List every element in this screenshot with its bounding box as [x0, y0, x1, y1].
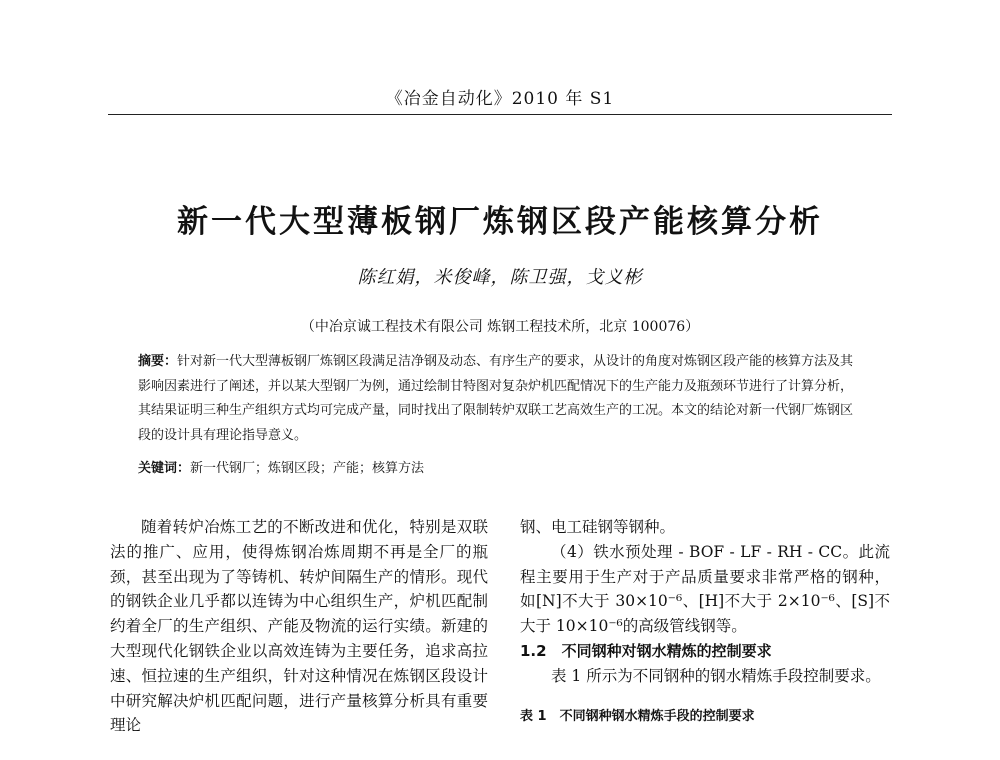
body-paragraph: 随着转炉冶炼工艺的不断改进和优化，特别是双联法的推广、应用，使得炼钢冶炼周期不再是全厂的瓶颈，甚至出现为了等铸机、转炉间隔生产的情形。现代的钢铁企业几乎都以连铸为中心组织生产，炉机匹配制约着全厂的生产组织、产能及物流的运行实绩。新建的大型现代化钢铁企业以高效连铸为主要任务，追求高拉速、恒拉速的生产组织，针对这种情况在炼钢区段设计中研究解决炉机匹配问题，进行产量核算分析具有重要理论 — [110, 518, 488, 735]
keywords-label: 关键词： — [138, 461, 191, 476]
abstract-label: 摘要： — [138, 354, 178, 369]
keywords-text: 新一代钢厂；炼钢区段；产能；核算方法 — [190, 461, 425, 476]
table-caption: 表 1 不同钢种钢水精炼手段的控制要求 — [520, 708, 755, 724]
paper-authors: 陈红娟，米俊峰，陈卫强，戈义彬 — [357, 267, 643, 288]
abstract-text: 针对新一代大型薄板钢厂炼钢区段满足洁净钢及动态、有序生产的要求，从设计的角度对炼钢区段产能的核算方法及其影响因素进行了阐述，并以某大型钢厂为例，通过绘制甘特图对复杂炉机匹配情况下的生产能力及瓶颈环节进行了计算分析，其结果证明三种生产组织方式均可完成产量，同时找出了限制转炉双联工艺高效生产的工况。本文的结论对新一代钢厂炼钢区段的设计具有理论指导意义。 — [138, 354, 854, 443]
body-paragraph: 表 1 所示为不同钢种的钢水精炼手段控制要求。 — [551, 666, 881, 685]
paper-title: 新一代大型薄板钢厂炼钢区段产能核算分析 — [177, 204, 823, 240]
right-column — [520, 515, 890, 729]
journal-header: 《冶金自动化》2010 年 S1 — [385, 89, 615, 109]
header-rule — [108, 114, 892, 115]
paper-affiliation: （中冶京诚工程技术有限公司 炼钢工程技术所，北京 100076） — [300, 319, 700, 335]
left-column — [110, 515, 488, 738]
body-paragraph: （4）铁水预处理 - BOF - LF - RH - CC。此流程主要用于生产对于产品质量要求非常严格的钢种，如[N]不大于 30×10⁻⁶、[H]不大于 2×10⁻⁶、[S]不大于 10×10⁻⁶的高级管线钢等。 — [520, 542, 890, 636]
body-paragraph-continued: 钢、电工硅钢等钢种。 — [520, 518, 676, 536]
section-heading: 1.2 不同钢种对钢水精炼的控制要求 — [520, 641, 772, 660]
abstract — [138, 350, 862, 448]
keywords — [138, 459, 862, 479]
